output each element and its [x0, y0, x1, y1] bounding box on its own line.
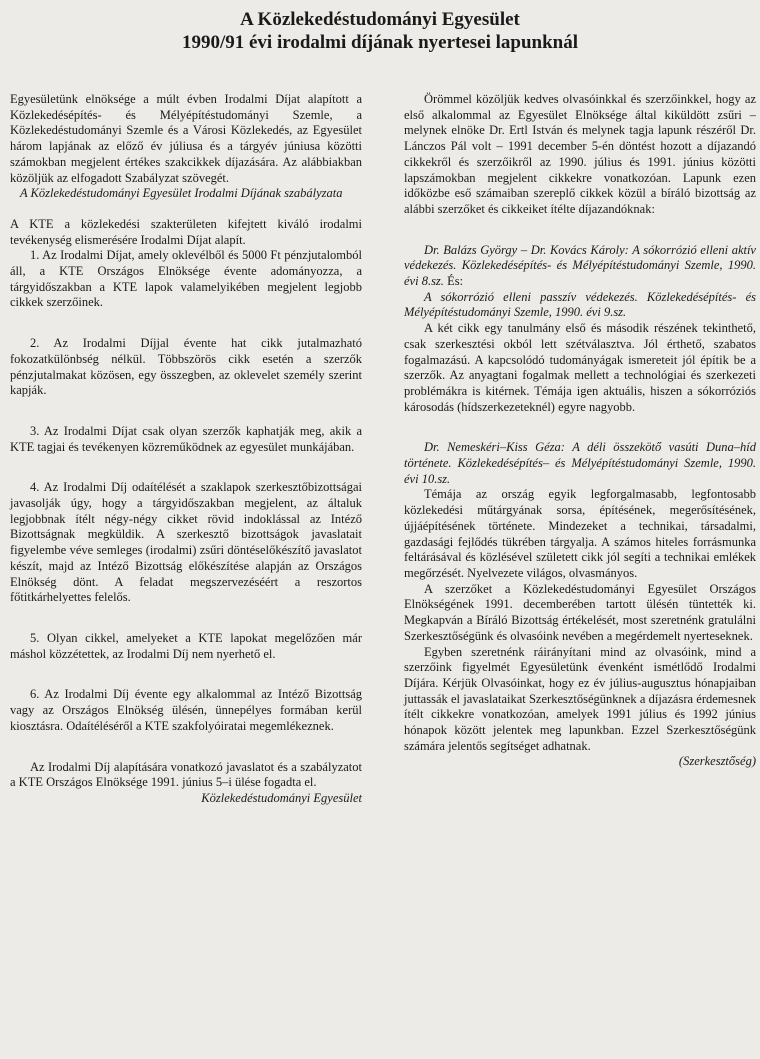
rules-title: A Közlekedéstudományi Egyesület Irodalmi Díjának szabályzata: [20, 186, 343, 201]
award-1-es: És:: [443, 274, 464, 289]
award-1-citation-text: Dr. Balázs György – Dr. Kovács Károly: A sókorrózió elleni aktív védekezés. Közlekedésépítés- és Mélyépítéstudományi Szemle, 1990. évi 8.sz.: [404, 242, 756, 289]
award-2-text: Témája az ország egyik legforgalmasabb, legfontosabb közlekedési műtárgyának sorsa, építésének, megerősítésének, újjáépítésének története. Mindezeket a technikai, társadalmi, gazdasági fejlődés tükrében tárgyalja. A számos hiteles forrásmunka feltárásával és közlésével született cikk jól segíti a technikai emlékek megőrzését. Nyelvezete világos, olvasmányos.: [404, 487, 756, 580]
rule-6: 6. Az Irodalmi Díj évente egy alkalommal az Intéző Bizottság vagy az Országos Elnökség ülésén, ünnepélyes formában kerül kiosztásra. Odaítéléséről a KTE szakfolyóiratai megemlékeznek.: [10, 687, 362, 733]
title-line-1: A Közlekedéstudományi Egyesület: [240, 9, 520, 30]
title-line-2: 1990/91 évi irodalmi díjának nyertesei lapunknál: [181, 32, 579, 53]
right-column: [404, 92, 756, 770]
left-column: [10, 92, 362, 807]
article-title: [0, 8, 760, 54]
rule-1: 1. Az Irodalmi Díjat, amely oklevélből és 5000 Ft pénzjutalomból áll, a KTE Országos Elnöksége évente adományozza, a tárgyidőszakban a KTE lapok valamelyikében megjelent legjobb cikkek szerzőinek.: [10, 248, 362, 310]
rule-5: 5. Olyan cikkel, amelyeket a KTE lapokat megelőzően már máshol közzétettek, az Irodalmi Díj nem nyerhető el.: [10, 630, 362, 661]
appeal: Egyben szeretnénk ráirányítani mind az olvasóink, mind a szerzőink figyelmét Egyesületünk évenként ismétlődő Irodalmi Díjára. Kérjük Olvasóinkat, hogy ez év július-augusztus hónapjaiban juttassák el javaslataikat Szerkesztőségünknek a díjazásra érdemesnek ítélt cikkekre vonatkozóan, amelyek 1991 július és 1992 június hónapok között jelentek meg lapunkban. Ezzel Szerkesztőségünk számára jelentős segítséget adhatnak.: [404, 644, 756, 753]
left-intro: Egyesületünk elnöksége a múlt évben Irodalmi Díjat alapított a Közlekedésépítés- és Mélyépítéstudományi Szemle, a Közlekedéstudományi Szemle és a Városi Közlekedés, az Egyesület három lapjának az előző év júliusa és a tárgyév júniusa közötti számokban megjelent értékes szakcikkek díjazására. Az alábbiakban közöljük az elfogadott Szabályzat szövegét.: [10, 92, 362, 185]
award-1-citation: [404, 243, 756, 290]
rule-4: 4. Az Irodalmi Díj odaítélését a szaklapok szerkesztőbizottságai javasolják úgy, hogy a tárgyidőszakban megjelent, az általuk legjobbnak ítélt négy-négy cikket rövid indoklással az Intéző Bizottságnak megküldik. A szerkesztő bizottságok javaslatait figyelembe véve semleges (irodalmi) zsűri döntéselőkészítő javaslatot készít, majd az Intéző Bizottság előkészítése alapján az Országos Elnökség dönt. A feladat megszervezéséért a reszortos főtitkárhelyettes felelős.: [10, 480, 362, 605]
congratulations: A szerzőket a Közlekedéstudományi Egyesület Országos Elnökségének 1991. decemberében tartott ülésén tüntették ki. Megkapván a Bíráló Bizottság értékelését, most szeretnénk gratulálni Szerkesztőségünk és olvasóink nevében a megérdemelt nyerteseknek.: [404, 581, 756, 643]
left-signature: Közlekedéstudományi Egyesület: [201, 790, 362, 805]
award-2-citation: Dr. Nemeskéri–Kiss Géza: A déli összekötő vasúti Duna–híd története. Közlekedésépítés– és Mélyépítéstudományi Szemle, 1990. évi 10.sz.: [404, 440, 756, 486]
rules-intro: A KTE a közlekedési szakterületen kifejtett kiváló irodalmi tevékenység elismerésére Irodalmi Díjat alapít.: [10, 216, 362, 247]
award-1-citation-2: A sókorrózió elleni passzív védekezés. Közlekedésépítés- és Mélyépítéstudományi Szemle, 1990. évi 9.sz.: [404, 289, 756, 320]
rule-3: 3. Az Irodalmi Díjat csak olyan szerzők kaphatják meg, akik a KTE tagjai és tevékenyen közreműködnek az egyesület munkájában.: [10, 423, 362, 454]
award-1-text: A két cikk egy tanulmány első és második részének tekinthető, csak szerkesztési okból lett szétválasztva. Jól érthető, szabatos fogalmazású. A kapcsolódó tudományágak ismereteit jól építik be a szerzők. Az anyagtani fogalmak mellett a technológiai és szerkezeti problémákra is kitérnek. Témája igen aktuális, hiszen a sókorróziós károsodás (hídszerkezeteknél) egyre nagyobb.: [404, 321, 756, 414]
closing-note: Az Irodalmi Díj alapítására vonatkozó javaslatot és a szabályzatot a KTE Országos Elnöksége 1991. június 5–i ülése fogadta el.: [10, 759, 362, 790]
right-signature: (Szerkesztőség): [678, 754, 756, 769]
rule-2: 2. Az Irodalmi Díjjal évente hat cikk jutalmazható fokozatkülönbség nélkül. Többszörös cikk esetén a szerzők pénzjutalmakat közösen, egy összegben, az oklevelet személy szerint kapják.: [10, 336, 362, 398]
right-intro: Örömmel közöljük kedves olvasóinkkal és szerzőinkkel, hogy az első alkalommal az Egyesület Elnöksége által kiküldött zsűri – melynek elnöke Dr. Ertl István és melynek tagja lapunk részéről Dr. Lánczos Pál volt – 1991 december 5-én döntést hozott a díjazandó cikkekről és szerzőikről az 1990. július és 1991. június közötti lapszámokban megjelent cikkekre vonatkozóan. Lapunk ezen időközbe eső számaiban szereplő cikkek közül a bíráló bizottság az alábbi szerzőket és cikkeiket ítélte díjazandóknak:: [404, 92, 756, 216]
